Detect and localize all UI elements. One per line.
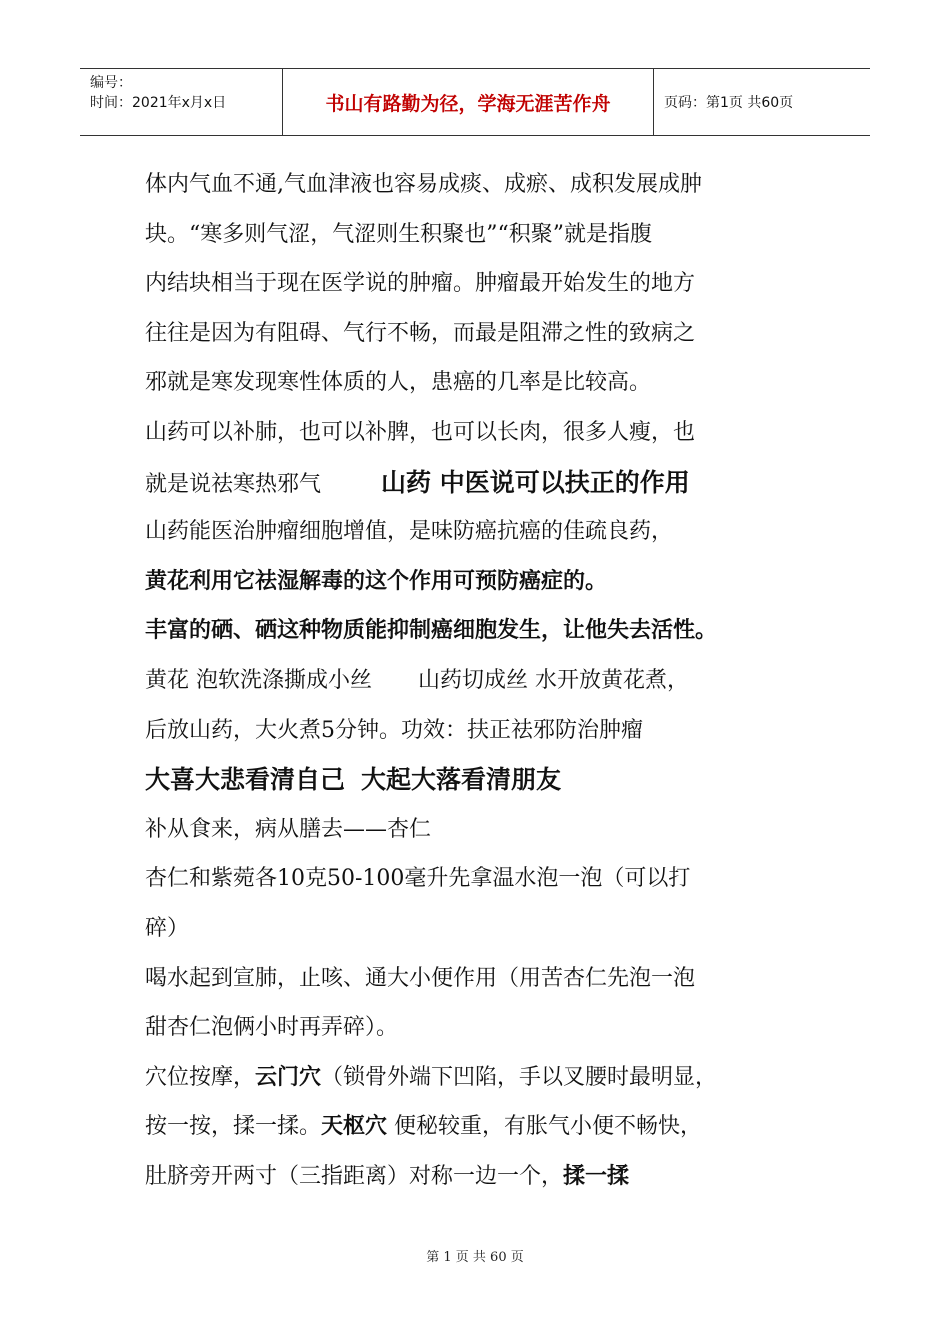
number-label: 编号： (90, 75, 132, 91)
header-motto: 书山有路勤为径，学海无涯苦作舟 (283, 69, 654, 135)
text-segment: 穴位按摩， (145, 1064, 256, 1090)
text-line: 喝水起到宣肺，止咳、通大小便作用（用苦杏仁先泡一泡 (145, 965, 696, 991)
text-line: 甜杏仁泡俩小时再弄碎）。 (145, 1015, 399, 1041)
bold-heading-line (145, 755, 825, 805)
bold-heading: 山药 中医说可以扶正的作用 (381, 467, 690, 497)
heading-segment: 大起大落看清朋友 (361, 765, 562, 795)
text-line: 体内气血不通,气血津液也容易成痰、成瘀、成积发展成肿 (145, 172, 702, 197)
text-line: 山药能医治肿瘤细胞增值，是味防癌抗癌的佳疏良药， (145, 519, 674, 545)
bold-text-line: 丰富的硒、硒这种物质能抑制癌细胞发生，让他失去活性。 (145, 618, 718, 644)
text-line: 后放山药，大火煮5分钟。功效：扶正祛邪防治肿瘤 (145, 717, 643, 743)
text-segment: 黄花 泡软洗涤撕成小丝 (145, 667, 372, 693)
text-line (145, 1053, 825, 1103)
text-segment: 就是说祛寒热邪气 (145, 471, 322, 497)
header-page-info: 页码：第1页 共60页 (664, 95, 794, 111)
text-segment: 山药切成丝 水开放黄花煮， (418, 667, 689, 693)
text-segment: 按一按，揉一揉。 (145, 1114, 322, 1140)
page-footer: 第 1 页 共 60 页 (426, 1250, 524, 1265)
page-header (80, 68, 870, 136)
text-segment: （锁骨外端下凹陷，手以叉腰时最明显， (321, 1064, 718, 1090)
text-line: 块。“寒多则气涩，气涩则生积聚也”“积聚”就是指腹 (145, 221, 652, 247)
bold-text-line: 黄花利用它祛湿解毒的这个作用可预防癌症的。 (145, 568, 608, 594)
text-line: 补从食来，病从膳去——杏仁 (145, 816, 432, 842)
document-body (145, 160, 825, 1201)
text-line (145, 458, 825, 508)
text-line: 邪就是寒发现寒性体质的人，患癌的几率是比较高。 (145, 370, 652, 396)
bold-term: 揉一揉 (563, 1163, 630, 1189)
time-label: 时间：2021年x月x日 (90, 95, 227, 111)
text-line: 杏仁和紫菀各10克50-100毫升先拿温水泡一泡（可以打 (145, 866, 691, 892)
text-line: 山药可以补肺，也可以补脾，也可以长肉，很多人瘦，也 (145, 419, 696, 445)
text-line (145, 656, 825, 706)
text-line (145, 1152, 825, 1202)
text-line: 内结块相当于现在医学说的肿瘤。肿瘤最开始发生的地方 (145, 271, 696, 297)
header-meta (80, 69, 283, 135)
heading-segment: 大喜大悲看清自己 (145, 765, 346, 795)
bold-term: 天枢穴 (321, 1114, 388, 1140)
text-line (145, 1102, 825, 1152)
text-line: 往往是因为有阻碍、气行不畅，而最是阻滞之性的致病之 (145, 320, 696, 346)
text-segment: 便秘较重，有胀气小便不畅快， (387, 1114, 703, 1140)
bold-term: 云门穴 (255, 1064, 322, 1090)
text-segment: 肚脐旁开两寸（三指距离）对称一边一个， (145, 1163, 564, 1189)
text-line: 碎） (145, 915, 190, 941)
